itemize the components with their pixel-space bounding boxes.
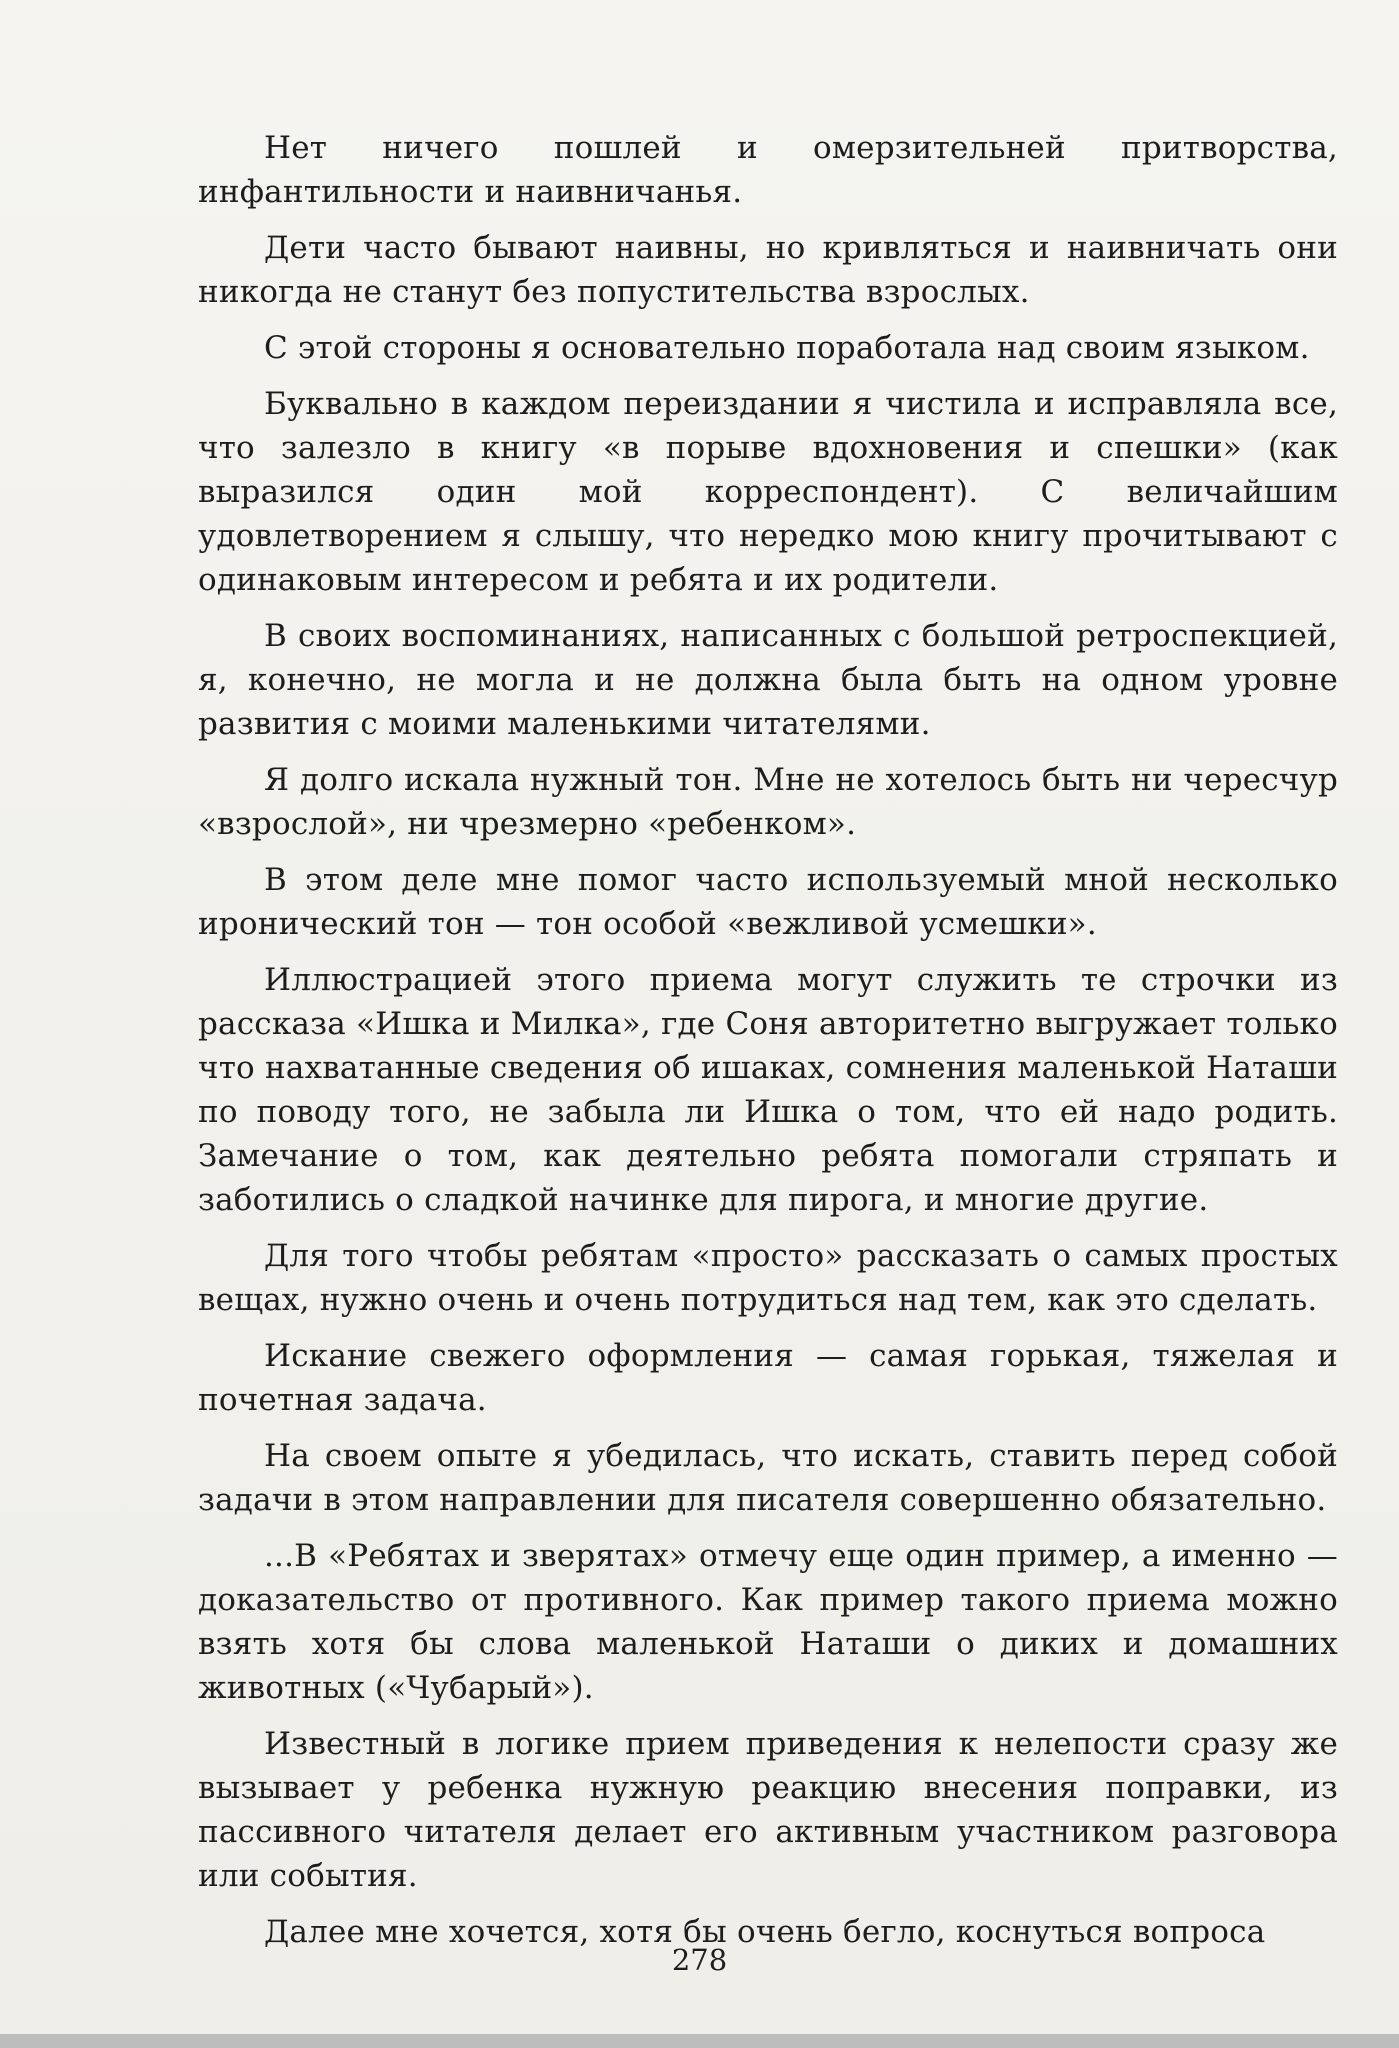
page-number: 278 <box>671 1943 728 1977</box>
paragraph: Буквально в каждом переиздании я чистила и исправляла все, что залезло в книгу «в порыве вдохновения и спешки» (как выразился один мой корреспондент). С величайшим удовлетворением я слышу, что нередко мою книгу прочитывают с одинаковым интересом и ребята и их родители. <box>198 386 1338 598</box>
paragraph: На своем опыте я убедилась, что искать, ставить перед собой задачи в этом направлении для писателя совершенно обязательно. <box>198 1438 1338 1518</box>
scan-edge <box>0 2034 1399 2048</box>
paragraph: Известный в логике прием приведения к нелепости сразу же вызывает у ребенка нужную реакцию внесения поправки, из пассивного читателя делает его активным участником разговора или события. <box>198 1726 1338 1894</box>
paragraph: Дети часто бывают наивны, но кривляться и наивничать они никогда не станут без попустительства взрослых. <box>198 230 1338 310</box>
paragraph: В этом деле мне помог часто используемый мной несколько иронический тон — тон особой «вежливой усмешки». <box>198 862 1338 942</box>
body-text <box>198 126 1338 1966</box>
paragraph: Я долго искала нужный тон. Мне не хотелось быть ни чересчур «взрослой», ни чрезмерно «ребенком». <box>198 762 1338 842</box>
paragraph: Искание свежего оформления — самая горькая, тяжелая и почетная задача. <box>198 1338 1338 1418</box>
paragraph: В своих воспоминаниях, написанных с большой ретроспекцией, я, конечно, не могла и не должна была быть на одном уровне развития с моими маленькими читателями. <box>198 618 1338 742</box>
paragraph: Иллюстрацией этого приема могут служить те строчки из рассказа «Ишка и Милка», где Соня авторитетно выгружает только что нахватанные сведения об ишаках, сомнения маленькой Наташи по поводу того, не забыла ли Ишка о том, что ей надо родить. Замечание о том, как деятельно ребята помогали стряпать и заботились о сладкой начинке для пирога, и многие другие. <box>198 962 1338 1218</box>
paragraph: С этой стороны я основательно поработала над своим языком. <box>264 330 1310 366</box>
paragraph: ...В «Ребятах и зверятах» отмечу еще один пример, а именно — доказательство от противного. Как пример такого приема можно взять хотя бы слова маленькой Наташи о диких и домашних животных («Чубарый»). <box>198 1538 1338 1706</box>
paragraph: Нет ничего пошлей и омерзительней притворства, инфантильности и наивничанья. <box>198 130 1338 210</box>
paragraph: Для того чтобы ребятам «просто» рассказать о самых простых вещах, нужно очень и очень потрудиться над тем, как это сделать. <box>198 1238 1338 1318</box>
paragraph: Далее мне хочется, хотя бы очень бегло, коснуться вопроса <box>264 1914 1266 1950</box>
